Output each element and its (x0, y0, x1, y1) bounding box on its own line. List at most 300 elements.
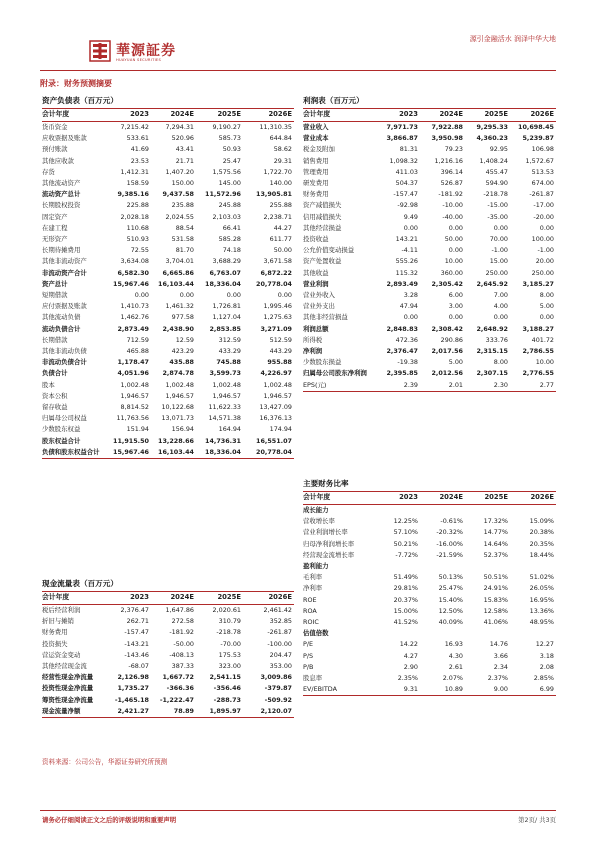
row-label: 应收票据及账款 (42, 134, 87, 143)
table-row (303, 144, 556, 155)
table-row (42, 380, 294, 391)
cell-value: 150.00 (171, 179, 194, 188)
row-label: 长期待摊费用 (42, 246, 81, 255)
cell-value: 5,239.87 (522, 134, 554, 143)
cell-value: 18,336.04 (205, 279, 241, 288)
cash-flow-header (42, 592, 294, 605)
row-label: 盈利能力 (303, 562, 329, 571)
column-header-label: 会计年度 (42, 592, 106, 605)
cell-value: 13,905.81 (256, 190, 292, 199)
cell-value: 11,915.50 (113, 436, 149, 445)
column-header-year: 2026E (510, 109, 556, 122)
cell-value: 1,462.76 (120, 313, 149, 322)
cell-value: 3.18 (539, 651, 554, 660)
cell-value: 9,295.33 (476, 123, 508, 131)
table-row (42, 122, 294, 134)
cell-value: 20,778.04 (256, 279, 292, 288)
row-label: 公允价值变动损益 (303, 246, 355, 255)
row-label: 少数股东损益 (303, 358, 342, 367)
cell-value: 13,427.09 (259, 403, 292, 412)
cell-value: -261.87 (529, 190, 554, 199)
cell-value: 66.41 (222, 223, 241, 232)
cell-value: 145.00 (218, 179, 241, 188)
table-row (42, 234, 294, 245)
row-label: 股本 (42, 380, 55, 389)
cell-value: 44.27 (273, 223, 292, 232)
cell-value: 15,967.46 (113, 279, 149, 288)
row-label: 净利率 (303, 584, 323, 593)
cell-value: 352.85 (269, 617, 292, 626)
cell-value: 0.00 (134, 291, 149, 300)
ratios-title: 主要财务比率 (303, 479, 349, 488)
column-header-year: 2025E (465, 492, 510, 505)
cell-value: 3,009.86 (260, 673, 292, 682)
cell-value: 2.61 (448, 662, 463, 671)
cell-value: 2,017.56 (431, 347, 463, 356)
table-row (303, 290, 556, 301)
cell-value: 2,461.42 (263, 606, 292, 614)
row-label: 固定资产 (42, 212, 68, 221)
row-label: 财务费用 (303, 190, 329, 199)
cell-value (510, 561, 556, 572)
cell-value: 310.79 (218, 617, 241, 626)
cell-value: 14,571.38 (208, 414, 241, 423)
cell-value: 10,122.68 (161, 403, 194, 412)
cell-value: 3,185.27 (522, 279, 554, 288)
cell-value: 1,178.47 (117, 358, 149, 367)
cell-value: 7,215.42 (120, 123, 149, 131)
cell-value: 47.94 (399, 302, 418, 311)
cell-value: 175.53 (218, 650, 241, 659)
table-row (303, 245, 556, 256)
row-label: 长期借款 (42, 335, 68, 344)
table-row (303, 346, 556, 357)
cell-value: 2.85% (533, 674, 554, 683)
cell-value: 7.00 (493, 291, 508, 300)
cell-value: -20.00 (533, 212, 554, 221)
cell-value: 25.47% (438, 584, 463, 593)
cell-value: 533.61 (126, 134, 149, 143)
cell-value: 9.49 (403, 212, 418, 221)
cell-value: 2.01 (420, 380, 465, 392)
cell-value: 2.08 (539, 662, 554, 671)
table-row (303, 606, 556, 617)
cell-value: 12.58% (483, 606, 508, 615)
column-header-year: 2026E (243, 592, 294, 605)
row-label: 资产处置收益 (303, 257, 342, 266)
cell-value: 1,407.20 (165, 167, 194, 176)
table-row (42, 424, 294, 435)
cell-value: 2,020.61 (212, 606, 241, 614)
cell-value: -509.92 (264, 695, 292, 704)
cell-value: 41.69 (130, 145, 149, 154)
cell-value: 594.90 (485, 179, 508, 188)
table-row (303, 178, 556, 189)
cell-value: 955.88 (267, 358, 292, 367)
table-row (42, 639, 294, 650)
table-row (42, 436, 294, 447)
cell-value: -50.00 (173, 639, 194, 648)
row-label: 短期借款 (42, 291, 68, 300)
cell-value: 14.77% (483, 528, 508, 537)
cell-value: 10.00 (535, 358, 554, 367)
row-label: 流动负债合计 (42, 324, 81, 333)
cell-value: -143.21 (124, 639, 149, 648)
row-label: 筹资性现金净流量 (42, 695, 94, 704)
cell-value: 50.51% (483, 573, 508, 582)
cell-value: 10.00 (444, 257, 463, 266)
cell-value: 151.94 (126, 425, 149, 434)
table-row (303, 256, 556, 267)
cell-value: 81.70 (175, 246, 194, 255)
cell-value: 1,647.86 (165, 606, 194, 614)
table-row (303, 539, 556, 550)
cell-value: 15.00% (393, 606, 418, 615)
cell-value: 9.00 (465, 684, 510, 696)
cell-value: 2.07% (442, 674, 463, 683)
cell-value: 3.66 (493, 651, 508, 660)
column-header-year: 2023 (106, 592, 151, 605)
row-label: 营业收入 (303, 123, 329, 131)
cell-value: 1,726.81 (212, 302, 241, 311)
cell-value: -157.47 (124, 628, 149, 637)
column-header-year: 2024E (420, 109, 465, 122)
cell-value: 14.76 (489, 640, 508, 649)
cell-value: 977.58 (171, 313, 194, 322)
cell-value (375, 628, 420, 639)
cell-value: 16.93 (444, 640, 463, 649)
cell-value: 14,736.31 (205, 436, 241, 445)
table-row (303, 673, 556, 684)
table-row (42, 706, 294, 718)
cell-value: 6.00 (448, 291, 463, 300)
cell-value: 2,438.90 (162, 324, 194, 333)
cell-value: 2,421.27 (106, 706, 151, 718)
cell-value: 10,698.45 (518, 123, 554, 131)
cell-value: 12.25% (393, 517, 418, 526)
row-label: 在建工程 (42, 223, 68, 232)
logo (89, 40, 111, 62)
row-label: 所得税 (303, 335, 323, 344)
table-row (303, 380, 556, 392)
cell-value (510, 628, 556, 639)
cell-value: 1,946.57 (263, 391, 292, 400)
cell-value: 1,127.04 (212, 313, 241, 322)
cell-value: 0.00 (539, 313, 554, 322)
row-label: 营业利润增长率 (303, 528, 348, 537)
row-label: 其他经营现金流 (42, 662, 87, 671)
cell-value: 2,648.92 (476, 324, 508, 333)
cell-value: -181.92 (438, 190, 463, 199)
row-label: 营运资金变动 (42, 650, 81, 659)
cell-value: 2,238.71 (263, 212, 292, 221)
table-row (303, 279, 556, 290)
cell-value: -288.73 (213, 695, 241, 704)
cell-value: -100.00 (267, 639, 292, 648)
table-row (42, 672, 294, 683)
cell-value: 3.28 (403, 291, 418, 300)
cell-value: 6,665.86 (162, 268, 194, 277)
cell-value: 290.86 (440, 335, 463, 344)
table-row (303, 550, 556, 561)
cell-value: 323.00 (218, 662, 241, 671)
cell-value: 2,103.03 (212, 212, 241, 221)
column-header-year: 2025E (196, 109, 243, 122)
row-label: 股东权益合计 (42, 436, 81, 445)
cell-value: 41.52% (393, 618, 418, 627)
table-row (42, 312, 294, 323)
cell-value: 17.32% (483, 517, 508, 526)
table-row (303, 684, 556, 696)
cell-value (375, 505, 420, 517)
column-header-label: 会计年度 (42, 109, 106, 122)
table-row (303, 189, 556, 200)
row-label: 归属母公司股东净利润 (303, 369, 367, 378)
cell-value: 531.58 (171, 235, 194, 244)
cell-value (420, 561, 465, 572)
cell-value: 387.33 (171, 662, 194, 671)
cell-value: 20.37% (393, 595, 418, 604)
cell-value: -21.59% (436, 550, 463, 559)
source-note: 资料来源：公司公告，华源证券研究所预测 (42, 758, 168, 766)
cell-value: 255.88 (269, 201, 292, 210)
table-row (42, 650, 294, 661)
cell-value: 1,946.57 (120, 391, 149, 400)
cell-value: -7.72% (395, 550, 418, 559)
footer-rule (40, 810, 556, 811)
row-label: 长期股权投资 (42, 201, 81, 210)
column-header-year: 2025E (196, 592, 243, 605)
row-label: 其他非流动资产 (42, 257, 87, 266)
column-header-label: 会计年度 (303, 492, 375, 505)
row-label: 营收增长率 (303, 517, 335, 526)
table-row (42, 256, 294, 267)
table-row (42, 133, 294, 144)
cell-value: 2.30 (465, 380, 510, 392)
cell-value: 9,385.16 (117, 190, 149, 199)
cell-value: 2.37% (487, 674, 508, 683)
cell-value: 14.22 (399, 640, 418, 649)
table-row (42, 447, 294, 459)
row-label: 营业利润 (303, 279, 329, 288)
table-row (42, 357, 294, 368)
cell-value: 0.00 (403, 223, 418, 232)
cell-value: 2,873.49 (117, 324, 149, 333)
cell-value: 43.41 (175, 145, 194, 154)
cell-value: 1,667.72 (162, 673, 194, 682)
cell-value: 411.03 (395, 167, 418, 176)
cell-value: 2,307.15 (476, 369, 508, 378)
row-label: 营业外收入 (303, 291, 335, 300)
cell-value: 13.36% (529, 606, 554, 615)
cell-value: 7,971.73 (386, 123, 418, 131)
table-row (303, 595, 556, 606)
cell-value: -218.78 (483, 190, 508, 199)
cell-value (465, 628, 510, 639)
cell-value: 8,814.52 (120, 403, 149, 412)
row-label: 货币资金 (42, 123, 68, 131)
cell-value: 20.38% (529, 528, 554, 537)
column-header-year: 2024E (420, 492, 465, 505)
balance-sheet-header (42, 109, 294, 122)
cell-value: 50.13% (438, 573, 463, 582)
cell-value: 0.00 (226, 291, 241, 300)
cell-value: 20.35% (529, 539, 554, 548)
column-header-year: 2025E (465, 109, 510, 122)
cell-value: 156.94 (171, 425, 194, 434)
column-header-year: 2023 (375, 492, 420, 505)
cell-value: 585.28 (218, 235, 241, 244)
cell-value: 2,028.18 (120, 212, 149, 221)
cell-value: 2,853.85 (209, 324, 241, 333)
table-row (42, 368, 294, 379)
cell-value: 3,950.98 (431, 134, 463, 143)
cell-value: 74.18 (222, 246, 241, 255)
cash-flow-title: 现金流量表（百万元） (42, 579, 118, 588)
cell-value: -40.00 (442, 212, 463, 221)
cell-value: 16.95% (529, 595, 554, 604)
cell-value: 1,002.48 (263, 380, 292, 389)
cell-value: 2,874.78 (162, 369, 194, 378)
cell-value: 2,395.85 (386, 369, 418, 378)
row-label: ROE (303, 595, 317, 604)
brand-name: 華源証券 (116, 43, 176, 59)
income-statement-title: 利润表（百万元） (303, 96, 364, 105)
cell-value: 2.39 (375, 380, 420, 392)
cell-value: 15.09% (529, 517, 554, 526)
cell-value: 9.31 (375, 684, 420, 696)
cell-value: -366.36 (166, 684, 194, 693)
cell-value: -261.87 (267, 628, 292, 637)
row-label: 股息率 (303, 674, 323, 683)
table-row (303, 572, 556, 583)
row-label: 研发费用 (303, 179, 329, 188)
row-label: 经营现金流增长率 (303, 550, 355, 559)
column-header-year: 2023 (375, 109, 420, 122)
cell-value: 20.00 (535, 257, 554, 266)
cell-value: -1.00 (491, 246, 508, 255)
cell-value: 396.14 (440, 167, 463, 176)
cell-value: 0.00 (448, 246, 463, 255)
column-header-year: 2026E (510, 492, 556, 505)
table-row (42, 346, 294, 357)
cell-value: 23.53 (130, 156, 149, 165)
cell-value: 1,575.56 (212, 167, 241, 176)
cell-value: 1,098.32 (389, 156, 418, 165)
row-label: 负债合计 (42, 369, 68, 378)
cell-value: 1,412.31 (120, 167, 149, 176)
table-row (42, 144, 294, 155)
cell-value: 78.89 (151, 706, 196, 718)
cell-value: 15.83% (483, 595, 508, 604)
table-row (303, 617, 556, 628)
row-label: 净利润 (303, 347, 323, 356)
cell-value: 353.00 (269, 662, 292, 671)
cell-value: 745.88 (216, 358, 241, 367)
cell-value: 360.00 (440, 268, 463, 277)
cell-value: -1,222.47 (159, 695, 194, 704)
income-statement-header (303, 109, 556, 122)
cell-value: 2,012.56 (431, 369, 463, 378)
cell-value: 5.00 (448, 358, 463, 367)
cell-value: -408.13 (169, 650, 194, 659)
ratios-header (303, 492, 556, 505)
table-row (303, 212, 556, 223)
cell-value (420, 505, 465, 517)
row-label: 其他流动负债 (42, 313, 81, 322)
cell-value: 235.88 (171, 201, 194, 210)
cell-value: 16,376.13 (259, 414, 292, 423)
cell-value: 2,024.55 (165, 212, 194, 221)
cell-value: 510.93 (126, 235, 149, 244)
table-row (303, 312, 556, 323)
table-row (303, 628, 556, 639)
table-row (303, 234, 556, 245)
cell-value: 2,315.15 (476, 347, 508, 356)
table-row (42, 200, 294, 211)
balance-sheet-title: 资产负债表（百万元） (42, 96, 118, 105)
cell-value: 512.59 (269, 335, 292, 344)
row-label: 财务费用 (42, 628, 68, 637)
row-label: EPS(元) (303, 380, 375, 392)
table-row (303, 651, 556, 662)
cell-value: -15.00 (487, 201, 508, 210)
row-label: 其他应收款 (42, 156, 74, 165)
cell-value: 443.29 (269, 347, 292, 356)
cell-value: 79.23 (444, 145, 463, 154)
table-row (303, 324, 556, 335)
cell-value: -0.61% (440, 517, 463, 526)
cell-value: 2.77 (510, 380, 556, 392)
cell-value: 250.00 (531, 268, 554, 277)
row-label: 其他流动资产 (42, 179, 81, 188)
row-label: 归母净利润增长率 (303, 539, 355, 548)
cell-value: 9,437.58 (162, 190, 194, 199)
cell-value: 2,305.42 (431, 279, 463, 288)
table-row (42, 683, 294, 694)
cell-value: 4.30 (448, 651, 463, 660)
cell-value: 174.94 (269, 425, 292, 434)
cell-value: 3,634.08 (120, 257, 149, 266)
row-label: 无形资产 (42, 235, 68, 244)
table-row (303, 223, 556, 234)
row-label: 折旧与摊销 (42, 617, 74, 626)
cell-value: 41.06% (483, 618, 508, 627)
cell-value: 50.93 (222, 145, 241, 154)
appendix-title: 附录：财务预测摘要 (40, 79, 112, 88)
cell-value: 52.37% (483, 550, 508, 559)
cell-value: 51.49% (393, 573, 418, 582)
brand-name-en: HUAYUAN SECURITIES (116, 58, 162, 62)
income-statement-table (303, 108, 556, 392)
cell-value: 18.44% (529, 550, 554, 559)
row-label: 税后经营利润 (42, 606, 81, 614)
cell-value: 12.27 (535, 640, 554, 649)
cell-value: 3,599.73 (209, 369, 241, 378)
row-label: 利润总额 (303, 324, 329, 333)
table-row (42, 616, 294, 627)
row-label: 营业外支出 (303, 302, 335, 311)
table-row (303, 268, 556, 279)
footer-disclaimer: 请务必仔细阅读正文之后的评级说明和重要声明 (42, 816, 177, 824)
row-label: 管理费用 (303, 167, 329, 176)
cell-value: 0.00 (448, 223, 463, 232)
column-header-label: 会计年度 (303, 109, 375, 122)
cell-value: 1,735.27 (117, 684, 149, 693)
cell-value: 6.99 (510, 684, 556, 696)
table-row (303, 662, 556, 673)
cell-value: 1,722.70 (263, 167, 292, 176)
